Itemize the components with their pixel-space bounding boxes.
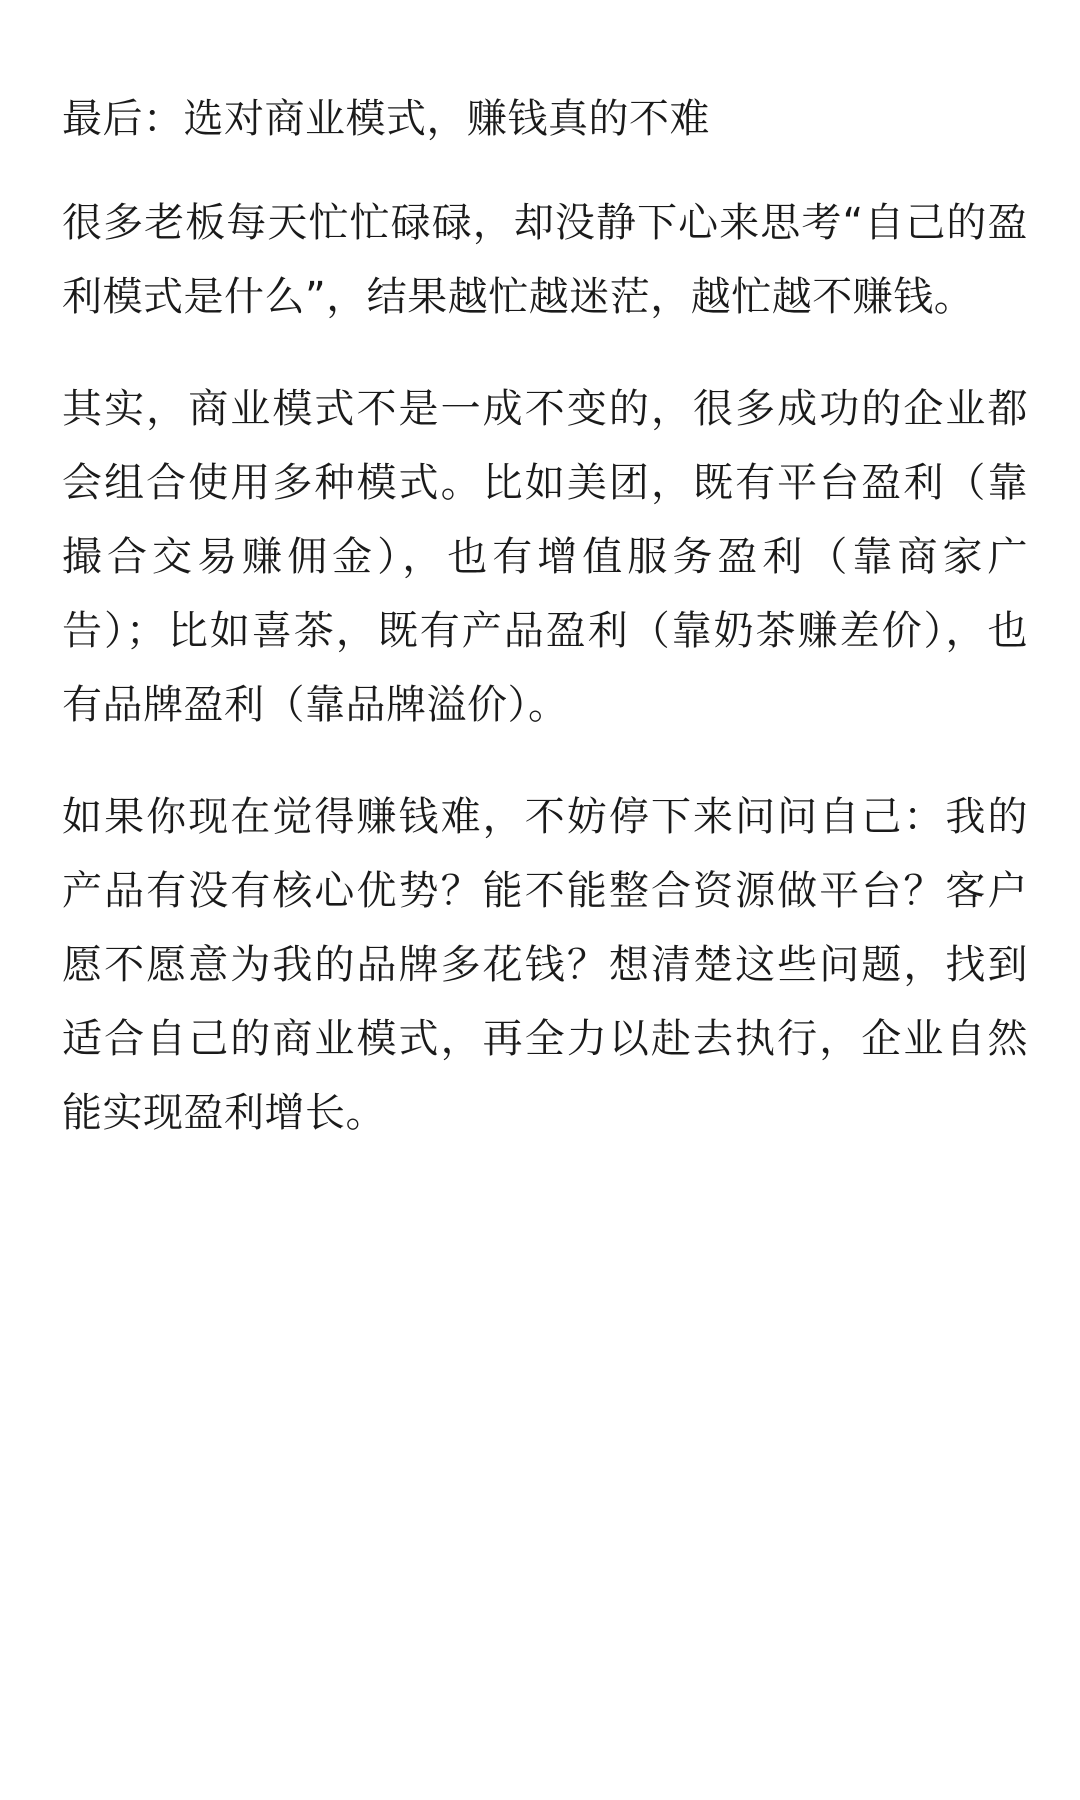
article-body	[62, 82, 1028, 1188]
paragraph-intro: 很多老板每天忙忙碌碌，却没静下心来思考“自己的盈利模式是什么”，结果越忙越迷茫，越忙越不赚钱。	[62, 200, 1028, 320]
paragraph-examples: 其实，商业模式不是一成不变的，很多成功的企业都会组合使用多种模式。比如美团，既有平台盈利（靠撮合交易赚佣金），也有增值服务盈利（靠商家广告）；比如喜茶，既有产品盈利（靠奶茶赚差价），也有品牌盈利（靠品牌溢价）。	[62, 386, 1028, 728]
article-heading: 最后：选对商业模式，赚钱真的不难	[62, 96, 710, 142]
paragraph-conclusion: 如果你现在觉得赚钱难，不妨停下来问问自己：我的产品有没有核心优势？能不能整合资源做平台？客户愿不愿意为我的品牌多花钱？想清楚这些问题，找到适合自己的商业模式，再全力以赴去执行，企业自然能实现盈利增长。	[62, 794, 1028, 1136]
